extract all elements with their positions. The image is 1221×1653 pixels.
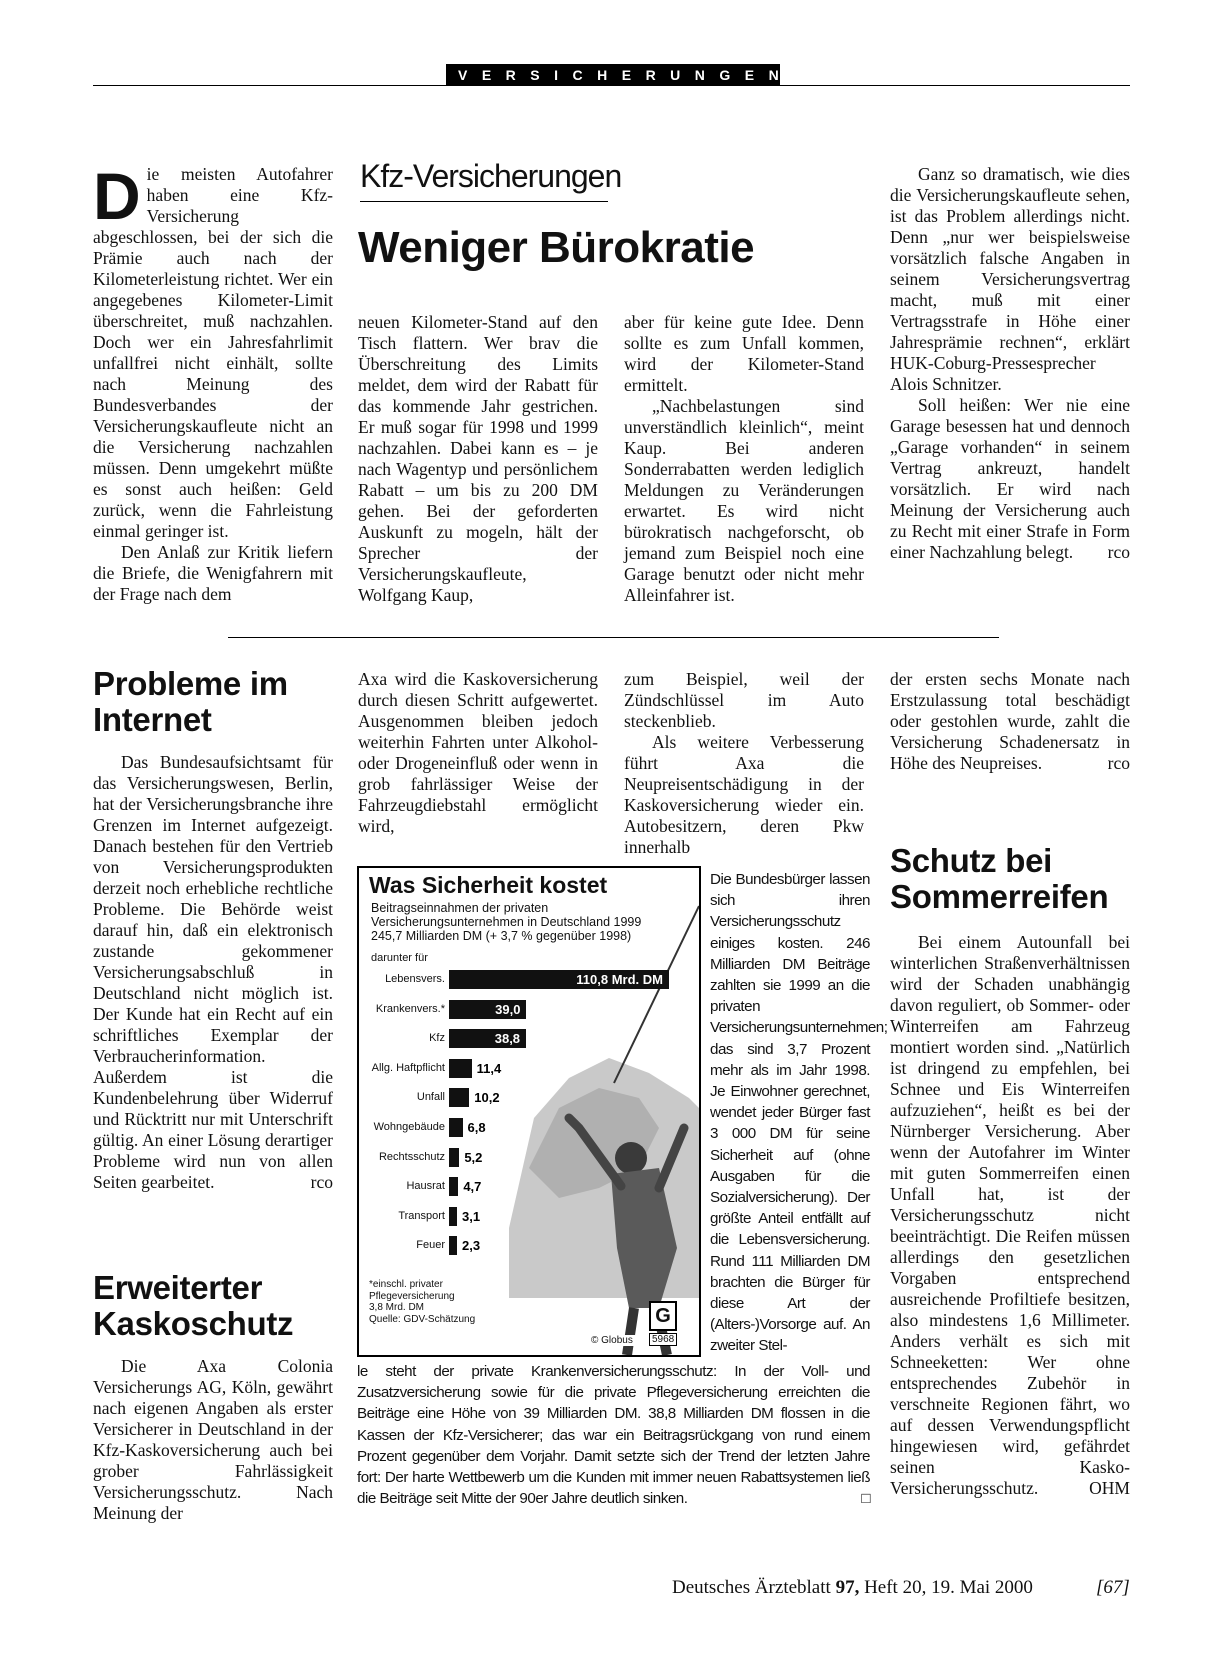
chart-value-label: 6,8: [467, 1120, 486, 1135]
lead-paragraph: Soll heißen: Wer nie eine Garage besessen hat und dennoch „Garage vorhanden“ in seinem Vertrag ankreuzt, handelt vorsätzlich. Er wird nach Meinung der Versicherung auch zu Recht mit einer Strafe in Form einer Nachzahlung belegt. rco: [890, 395, 1130, 562]
chart-footnote: *einschl. privater Pflegeversicherung 3,8 Mrd. DM Quelle: GDV-Schätzung: [369, 1279, 476, 1325]
kasko-headline: Erweiterter Kaskoschutz: [93, 1269, 294, 1342]
chart-bar: [449, 1148, 459, 1167]
lead-column-3: [624, 312, 864, 606]
kasko-column-1: [93, 1356, 333, 1524]
article-headline: Weniger Bürokratie: [358, 223, 755, 272]
kicker-rule: [360, 201, 608, 202]
chart-value-label: 10,2: [474, 1090, 500, 1106]
chart-value-label: 5,2: [464, 1149, 483, 1165]
chart-value-label: 38,8: [494, 1031, 521, 1047]
chart-category-label: Hausrat: [406, 1180, 445, 1193]
chart-bar: [449, 1207, 457, 1226]
chart-group-label: darunter für: [371, 952, 428, 964]
sommer-headline: Schutz bei Sommerreifen: [890, 842, 1109, 915]
chart-category-label: Allg. Haftpflicht: [371, 1061, 445, 1074]
article-kicker: Kfz-Versicherungen: [360, 158, 622, 194]
lead-paragraph: Den Anlaß zur Kritik liefern die Briefe, die Wenigfahrern mit der Frage nach dem: [93, 542, 333, 604]
internet-paragraph: Das Bundesaufsichtsamt für das Versicherungswesen, Berlin, hat der Versicherungsbranche ihre Grenzen im Internet aufgezeigt. Danach bestehen für den Vertrieb von Versicherungsprodukten derzeit noch erhebliche rechtliche Probleme. Die Behörde weist darauf hin, daß ein elektronisch zustande gekommener Versicherungsabschluß in Deutschland nicht möglich ist. Der Kunde hat ein Recht auf ein schriftliches Exemplar der Verbraucherinformation. Außerdem ist die Kundenbelehrung über Widerruf und Rücktritt nur mit Unterschrift gültig. An einer Lösung derartiger Probleme wird nun von allen Seiten gearbeitet. rco: [93, 752, 333, 1192]
chart-category-label: Rechtsschutz: [378, 1150, 445, 1163]
drop-cap: D: [93, 159, 141, 233]
globus-logo: G: [649, 1301, 677, 1331]
sommer-column: [890, 932, 1130, 1499]
chart-category-label: Unfall: [416, 1091, 445, 1104]
chart-number: 5968: [649, 1333, 677, 1346]
kasko-column-3: [624, 669, 864, 858]
chart-value-label: 11,4: [476, 1060, 502, 1076]
page-number: [67]: [1096, 1577, 1130, 1598]
chart-title: Was Sicherheit kostet: [369, 872, 608, 898]
chart-bar: [449, 1236, 457, 1255]
lead-paragraph: Die meisten Autofahrer haben eine Kfz-Versicherung abgeschlossen, bei der sich die Prämie auch nach der Kilometerleistung richtet. Wer ein angegebenes Kilometer-Limit überschreitet, muß nachzahlen. Doch wer ein Jahresfahrlimit unfallfrei nicht einhält, sollte nach Meinung des Bundesverbandes der Versicherungskaufleute nicht an die Versicherung nachzahlen müssen. Denn umgekehrt müßte es sonst auch heißen: Geld zurück, wenn die Fahrleistung einmal geringer ist.: [93, 159, 333, 541]
chart-value-label: 3,1: [462, 1208, 481, 1224]
end-mark: □: [861, 1490, 870, 1508]
kasko-paragraph: der ersten sechs Monate nach Erstzulassung total beschädigt oder gestohlen wurde, zahlt die Versicherung Schadenersatz in Höhe des Neupreises. rco: [890, 669, 1130, 773]
sommer-paragraph: Bei einem Autounfall bei winterlichen Straßenverhältnissen wird der Schaden unabhängig davon reguliert, ob Sommer- oder Winterreifen am Fahrzeug montiert worden sind. „Natürlich ist dringend zu empfehlen, bei Schnee und Eis Winterreifen aufzuziehen“, heißt es bei der Nürnberger Versicherung. Aber wenn der Autofahrer im Winter mit guten Sommerreifen einen Unfall hat, ist der Versicherungsschutz nicht beeinträchtigt. Die Reifen müssen allerdings den gesetzlichen Vorgaben entsprechend ausreichende Profiltiefe besitzen, also mindestens 1,6 Millimeter. Anders verhält es sich mit Schneeketten: Wer ohne entsprechendes Zubehör in verschneite Regionen fährt, wo auf dessen Verwendungspflicht hingewiesen wird, gefährdet seinen Kasko-Versicherungsschutz. OHM: [890, 932, 1130, 1498]
author-signature: rco: [1107, 753, 1130, 773]
kasko-column-2: [358, 669, 598, 837]
infographic: [357, 866, 701, 1357]
lead-paragraph: Ganz so dramatisch, wie dies die Versicherungskaufleute sehen, ist das Problem allerdings nicht. Denn „nur wer beispielsweise vorsätzlich falsche Angaben in seinem Versicherungsvertrag macht, muß mit einer Vertragsstrafe in Höhe einer Jahresprämie rechnen“, erklärt HUK-Coburg-Pressesprecher Alois Schnitzer.: [890, 164, 1130, 394]
chart-category-label: Transport: [398, 1209, 445, 1222]
author-signature: rco: [310, 1172, 333, 1192]
chart-side-text: Die Bundesbürger lassen sich ihren Versicherungsschutz einiges kosten. 246 Milliarden DM Beiträge zahlten sie 1999 an die privaten Versicherungsunternehmen; das sind 3,7 Prozent mehr als im Jahr 1998. Je Einwohner gerechnet, wendet jeder Bürger fast 3 000 DM für seine Sicherheit auf (ohne Ausgaben für die Sozialversicherung). Der größte Anteil entfällt auf die Lebensversicherung. Rund 111 Milliarden DM brachten die Bürger für diese Art der (Alters-)Vorsorge auf. An zweiter Stel-: [710, 871, 888, 1355]
chart-bottom-text: le steht der private Krankenversicherungsschutz: In der Voll- und Zusatzversicherung sowie für die private Pflegeversicherung erreichten die Beiträge eine Höhe von 39 Milliarden DM. 38,8 Milliarden DM flossen in die Kassen der Kfz-Versicherer; das war ein Beitragsrückgang von rund einem Prozent gegenüber dem Vorjahr. Damit setzte sich der Trend der letzten Jahre fort: Der harte Wettbewerb um die Kunden mit immer neuen Rabattsystemen ließ die Beiträge seit Mitte der 90er Jahre deutlich sinken. □: [357, 1361, 870, 1509]
chart-subtitle: Beitragseinnahmen der privaten Versicherungsunternehmen in Deutschland 1999 245,7 Milliarden DM (+ 3,7 % gegenüber 1998): [371, 901, 642, 943]
chart-value-label: 110,8 Mrd. DM: [576, 972, 663, 987]
chart-category-label: Wohngebäude: [373, 1121, 445, 1133]
page-footer: Deutsches Ärzteblatt 97, Heft 20, 19. Mai 2000: [672, 1577, 1033, 1598]
lead-paragraph: „Nachbelastungen sind unverständlich kleinlich“, meint Kaup. Bei anderen Sonderrabatten werden lediglich Meldungen zu Veränderungen erwartet. Es wird nicht bürokratisch nachgeforscht, ob jemand zum Beispiel noch eine Garage benutzt oder nicht mehr Alleinfahrer ist.: [624, 396, 864, 605]
section-label: VERSICHERUNGEN: [446, 64, 780, 86]
chart-credit: © Globus: [591, 1335, 633, 1346]
kasko-paragraph: Die Axa Colonia Versicherungs AG, Köln, gewährt nach eigenen Angaben als erster Versicherer in Deutschland in der Kfz-Kaskoversicherung auch bei grober Fahrlässigkeit Versicherungsschutz. Nach Meinung der: [93, 1356, 333, 1523]
chart-value-label: 39,0: [495, 1001, 521, 1017]
chart-bar: [449, 1059, 472, 1078]
chart-bar: [449, 1177, 458, 1196]
lead-column-2: [358, 312, 598, 606]
chart-value-label: 2,3: [462, 1238, 481, 1254]
chart-bar: [449, 1118, 463, 1137]
lead-column-4: [890, 164, 1130, 563]
kasko-paragraph: zum Beispiel, weil der Zündschlüssel im Auto steckenblieb.: [624, 669, 864, 731]
author-signature: rco: [1107, 542, 1130, 562]
internet-column: [93, 752, 333, 1193]
internet-headline: Probleme im Internet: [93, 665, 288, 738]
lead-column-1: [93, 159, 333, 605]
section-divider: [228, 637, 999, 638]
chart-category-label: Kfz: [429, 1032, 445, 1045]
lead-paragraph: aber für keine gute Idee. Denn sollte es zum Unfall kommen, wird der Kilometer-Stand ermittelt.: [624, 312, 864, 395]
chart-category-label: Krankenvers.*: [375, 1002, 445, 1015]
lead-paragraph: neuen Kilometer-Stand auf den Tisch flattern. Wer brav die Überschreitung des Limits meldet, dem wird der Rabatt für das kommende Jahr gestrichen. Er muß sogar für 1998 und 1999 nachzahlen. Dabei kann es – je nach Wagentyp und persönlichem Rabatt – um bis zu 200 DM gehen. Bei der geforderten Auskunft zu mogeln, hält der Sprecher der Versicherungskaufleute, Wolfgang Kaup,: [358, 312, 598, 605]
chart-category-label: Feuer: [416, 1239, 445, 1252]
kasko-paragraph: Als weitere Verbesserung führt Axa die Neupreisentschädigung in der Kaskoversicherung wieder ein. Autobesitzern, deren Pkw innerhalb: [624, 732, 864, 857]
chart-bar: [449, 1088, 469, 1107]
kasko-paragraph: Axa wird die Kaskoversicherung durch diesen Schritt aufgewertet. Ausgenommen bleiben jedoch weiterhin Fahrten unter Alkohol- oder Drogeneinfluß oder wenn in grob fahrlässiger Weise der Fahrzeugdiebstahl ermöglicht wird,: [358, 669, 598, 836]
author-signature: OHM: [1089, 1478, 1130, 1498]
chart-value-label: 4,7: [463, 1179, 482, 1195]
chart-category-label: Lebensvers.: [385, 973, 445, 985]
kasko-column-4: [890, 669, 1130, 774]
